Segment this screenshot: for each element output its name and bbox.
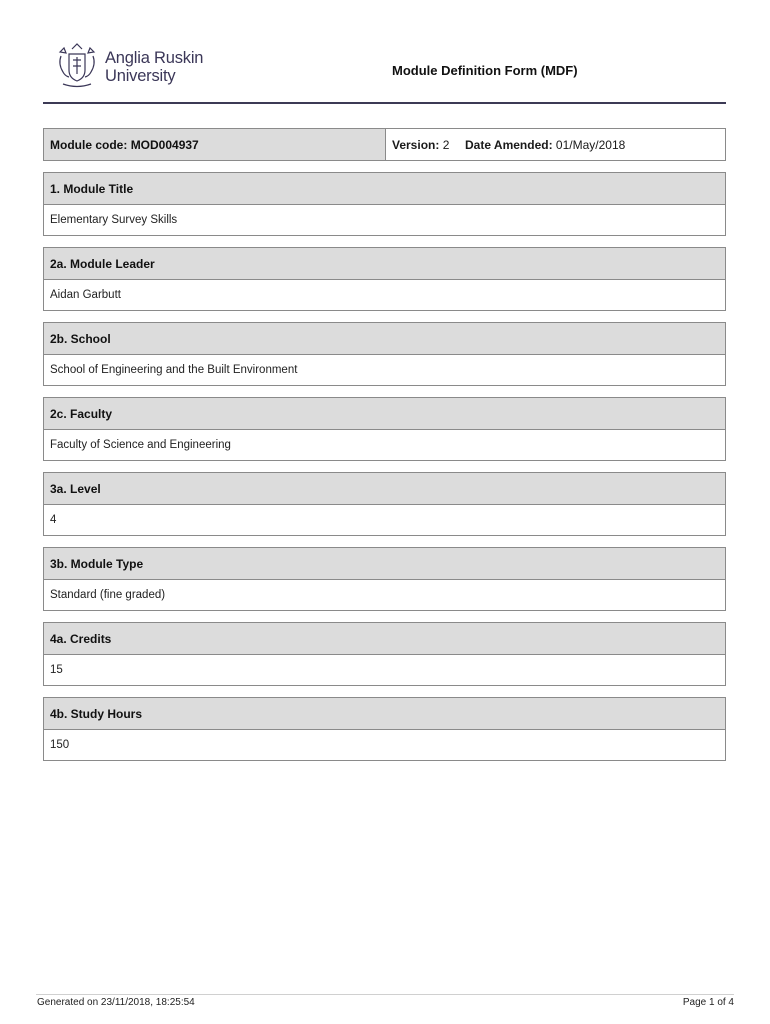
version-date-cell: [386, 129, 725, 160]
date-amended-info: [465, 138, 625, 152]
section-header: [44, 548, 725, 580]
section-level: [43, 472, 726, 536]
section-module-leader: [43, 247, 726, 311]
section-module-type: [43, 547, 726, 611]
section-module-title: [43, 172, 726, 236]
section-header: [44, 398, 725, 430]
crest-icon: [55, 40, 99, 90]
section-body: [44, 205, 725, 235]
section-header: [44, 623, 725, 655]
section-body: [44, 505, 725, 535]
section-header: [44, 698, 725, 730]
section-body: [44, 355, 725, 385]
section-value: Faculty of Science and Engineering: [50, 439, 231, 451]
page-header: [43, 36, 726, 98]
section-label: 2c. Faculty: [50, 407, 113, 421]
section-body: [44, 655, 725, 685]
section-label: 4a. Credits: [50, 632, 112, 646]
section-study-hours: [43, 697, 726, 761]
section-faculty: [43, 397, 726, 461]
module-code-label: Module code:: [50, 138, 128, 152]
section-label: 2b. School: [50, 332, 111, 346]
section-value: 4: [50, 514, 57, 526]
section-school: [43, 322, 726, 386]
university-name-line2: University: [105, 67, 176, 85]
page-title: Module Definition Form (MDF): [392, 63, 578, 78]
university-name: [105, 49, 203, 85]
section-value: 15: [50, 664, 63, 676]
university-name-line1: Anglia Ruskin: [105, 49, 204, 67]
section-body: [44, 280, 725, 310]
section-value: School of Engineering and the Built Environment: [50, 364, 298, 376]
version-value: 2: [442, 138, 450, 152]
header-divider: [43, 102, 726, 104]
section-value: Standard (fine graded): [50, 589, 166, 601]
section-header: [44, 173, 725, 205]
module-code-value: MOD004937: [130, 138, 199, 152]
module-code: [50, 138, 199, 152]
section-body: [44, 430, 725, 460]
section-header: [44, 248, 725, 280]
section-label: 4b. Study Hours: [50, 707, 143, 721]
section-label: 1. Module Title: [50, 182, 134, 196]
section-label: 3a. Level: [50, 482, 101, 496]
university-logo: [55, 40, 245, 90]
section-value: Elementary Survey Skills: [50, 214, 178, 226]
page-number: Page 1 of 4: [682, 997, 734, 1008]
version-label: Version:: [392, 138, 440, 152]
module-summary-box: [43, 128, 726, 161]
section-label: 3b. Module Type: [50, 557, 144, 571]
date-amended-value: 01/May/2018: [555, 138, 626, 152]
section-body: [44, 580, 725, 610]
footer-divider: [36, 994, 734, 995]
date-amended-label: Date Amended:: [465, 138, 553, 152]
section-header: [44, 323, 725, 355]
section-body: [44, 730, 725, 760]
generated-timestamp: Generated on 23/11/2018, 18:25:54: [37, 997, 195, 1008]
module-code-cell: [44, 129, 386, 160]
section-credits: [43, 622, 726, 686]
section-label: 2a. Module Leader: [50, 257, 155, 271]
section-value: 150: [50, 739, 70, 751]
section-value: Aidan Garbutt: [50, 289, 121, 301]
version-info: [392, 138, 449, 152]
section-header: [44, 473, 725, 505]
